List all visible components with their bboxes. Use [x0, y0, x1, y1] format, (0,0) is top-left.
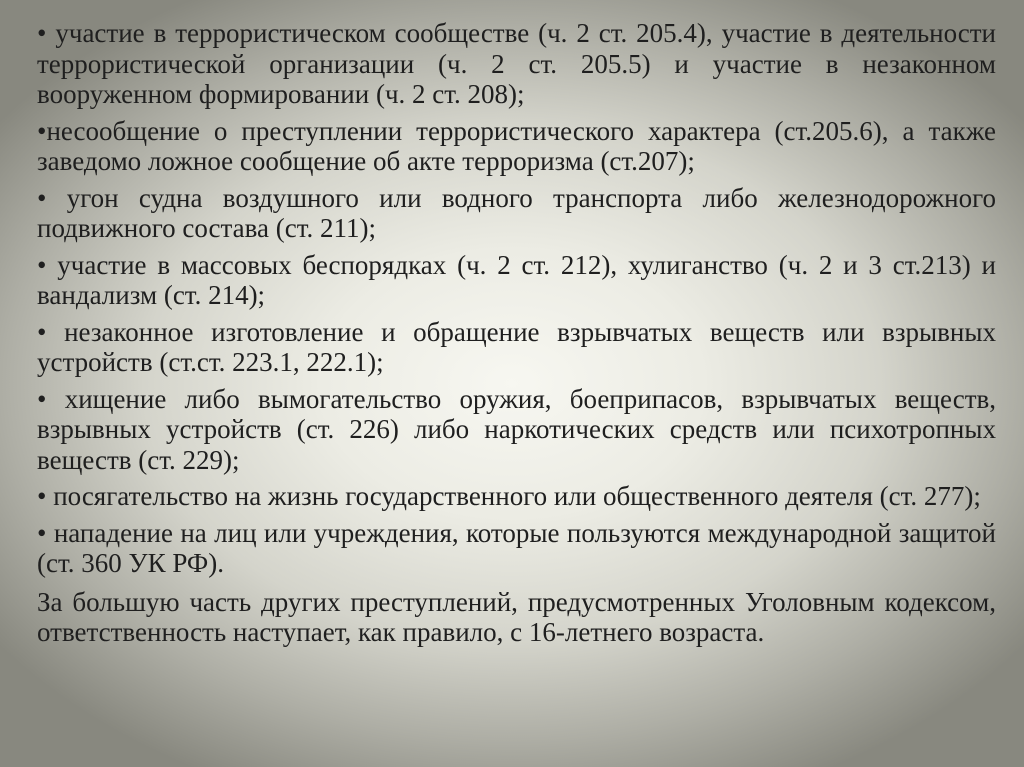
- list-item-failure-to-report: •несообщение о преступлении террористического характера (ст.205.6), а также заведомо ложное сообщение об акте терроризма (ст.207);: [37, 115, 996, 176]
- list-item-hijacking: • угон судна воздушного или водного транспорта либо железнодорожного подвижного состава (ст. 211);: [37, 182, 996, 243]
- list-item-theft-of-weapons: • хищение либо вымогательство оружия, боеприпасов, взрывчатых веществ, взрывных устройств (ст. 226) либо наркотических средств или психотропных веществ (ст. 229);: [37, 383, 996, 475]
- closing-paragraph: За большую часть других преступлений, предусмотренных Уголовным кодексом, ответственность наступает, как правило, с 16-летнего возраста.: [37, 586, 996, 647]
- list-item-mass-riots: • участие в массовых беспорядках (ч. 2 ст. 212), хулиганство (ч. 2 и 3 ст.213) и вандализм (ст. 214);: [37, 249, 996, 310]
- list-item-terrorist-community: • участие в террористическом сообществе (ч. 2 ст. 205.4), участие в деятельности террористической организации (ч. 2 ст. 205.5) и участие в незаконном вооруженном формировании (ч. 2 ст. 208);: [37, 18, 996, 109]
- slide-text-body: [37, 18, 996, 654]
- list-item-attack-on-official: • посягательство на жизнь государственного или общественного деятеля (ст. 277);: [37, 481, 981, 511]
- list-item-international-protection: • нападение на лиц или учреждения, которые пользуются международной защитой (ст. 360 УК РФ).: [37, 517, 996, 578]
- list-item-explosives: • незаконное изготовление и обращение взрывчатых веществ или взрывных устройств (ст.ст. 223.1, 222.1);: [37, 316, 996, 377]
